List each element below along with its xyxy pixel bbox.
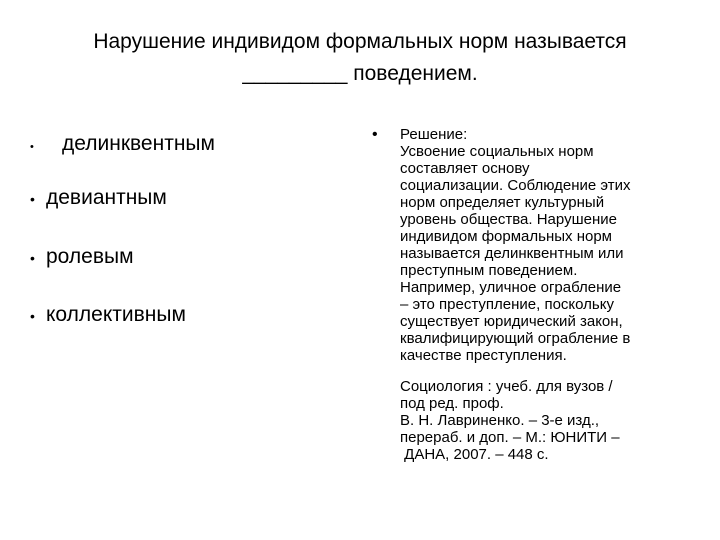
solution-line: уровень общества. Нарушение — [400, 211, 617, 228]
answer-option-label: коллективным — [46, 303, 186, 326]
answer-option-label: девиантным — [46, 186, 167, 209]
bibliographic-reference — [400, 378, 690, 463]
solution-line: существует юридический закон, — [400, 313, 623, 330]
bullet-icon: • — [30, 250, 35, 266]
question-title-line-1: Нарушение индивидом формальных норм называется — [93, 30, 627, 53]
solution-line: индивидом формальных норм — [400, 228, 612, 245]
question-title — [0, 26, 720, 90]
bullet-icon: • — [30, 191, 35, 207]
solution-line: называется делинквентным или — [400, 245, 624, 262]
solution-text — [400, 126, 690, 463]
reference-line: перераб. и доп. – М.: ЮНИТИ – — [400, 429, 620, 446]
answer-option-1 — [30, 132, 215, 156]
solution-line: качестве преступления. — [400, 347, 567, 364]
answer-option-2 — [30, 186, 167, 210]
solution-line: преступным поведением. — [400, 262, 578, 279]
reference-line: под ред. проф. — [400, 395, 504, 412]
solution-line: Например, уличное ограбление — [400, 279, 622, 296]
question-title-line-2: _________ поведением. — [242, 62, 478, 85]
solution-line: Усвоение социальных норм — [400, 143, 594, 160]
bullet-icon: • — [30, 308, 35, 324]
answer-option-label: ролевым — [46, 245, 134, 268]
answer-option-4 — [30, 303, 186, 327]
solution-line: социализации. Соблюдение этих — [400, 177, 631, 194]
reference-line: В. Н. Лавриненко. – 3-е изд., — [400, 412, 600, 429]
bullet-icon: • — [30, 141, 34, 153]
solution-line: Решение: — [400, 126, 468, 143]
answer-option-label: делинквентным — [62, 132, 215, 155]
reference-line: Социология : учеб. для вузов / — [400, 378, 613, 395]
solution-line: – это преступление, поскольку — [400, 296, 614, 313]
solution-line: составляет основу — [400, 160, 530, 177]
reference-line: ДАНА, 2007. – 448 с. — [400, 446, 549, 463]
bullet-icon: • — [372, 126, 378, 143]
answer-option-3 — [30, 245, 134, 269]
solution-line: квалифицирующий ограбление в — [400, 330, 631, 347]
solution-line: норм определяет культурный — [400, 194, 605, 211]
